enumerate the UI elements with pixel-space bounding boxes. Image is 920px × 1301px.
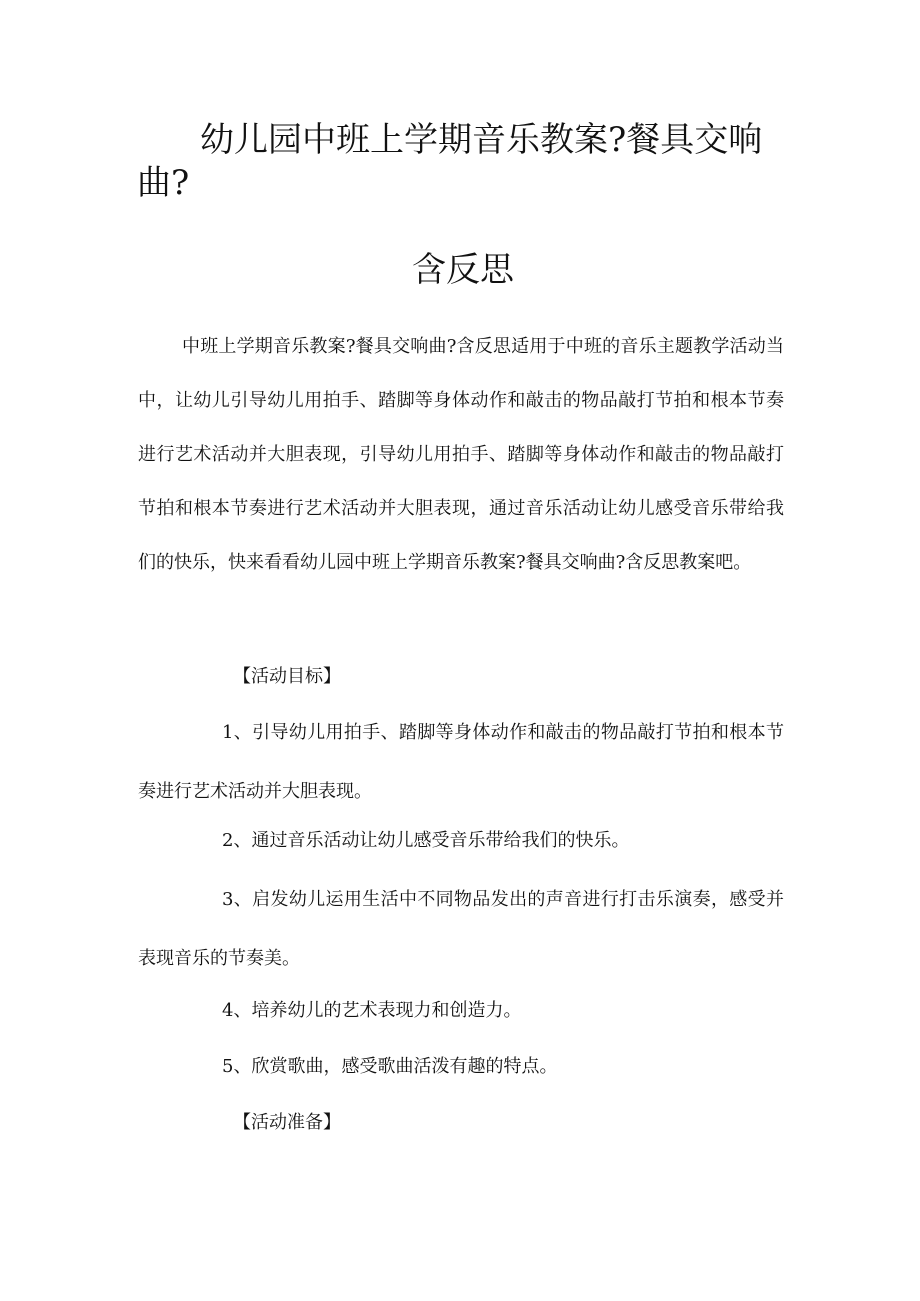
document-title-line-2: 曲? (137, 163, 190, 203)
section-heading-goals: 【活动目标】 (233, 666, 341, 687)
goal-item: 4、培养幼儿的艺术表现力和创造力。 (222, 1000, 522, 1021)
goal-item: 1、引导幼儿用拍手、踏脚等身体动作和敲击的物品敲打节拍和根本节奏进行艺术活动并大胆表现。 (138, 722, 784, 802)
document-title-line-3: 含反思 (412, 250, 514, 290)
intro-paragraph: 中班上学期音乐教案?餐具交响曲?含反思适用于中班的音乐主题教学活动当中，让幼儿引导幼儿用拍手、踏脚等身体动作和敲击的物品敲打节拍和根本节奏进行艺术活动并大胆表现，引导幼儿用拍手、踏脚等身体动作和敲击的物品敲打节拍和根本节奏进行艺术活动并大胆表现，通过音乐活动让幼儿感受音乐带给我们的快乐，快来看看幼儿园中班上学期音乐教案?餐具交响曲?含反思教案吧。 (138, 336, 784, 573)
document-title-line-1: 幼儿园中班上学期音乐教案?餐具交响 (200, 120, 763, 160)
section-heading-preparation: 【活动准备】 (233, 1112, 341, 1133)
goal-item: 5、欣赏歌曲，感受歌曲活泼有趣的特点。 (222, 1056, 558, 1077)
goal-item: 2、通过音乐活动让幼儿感受音乐带给我们的快乐。 (222, 830, 630, 851)
goal-item: 3、启发幼儿运用生活中不同物品发出的声音进行打击乐演奏，感受并表现音乐的节奏美。 (138, 889, 784, 969)
